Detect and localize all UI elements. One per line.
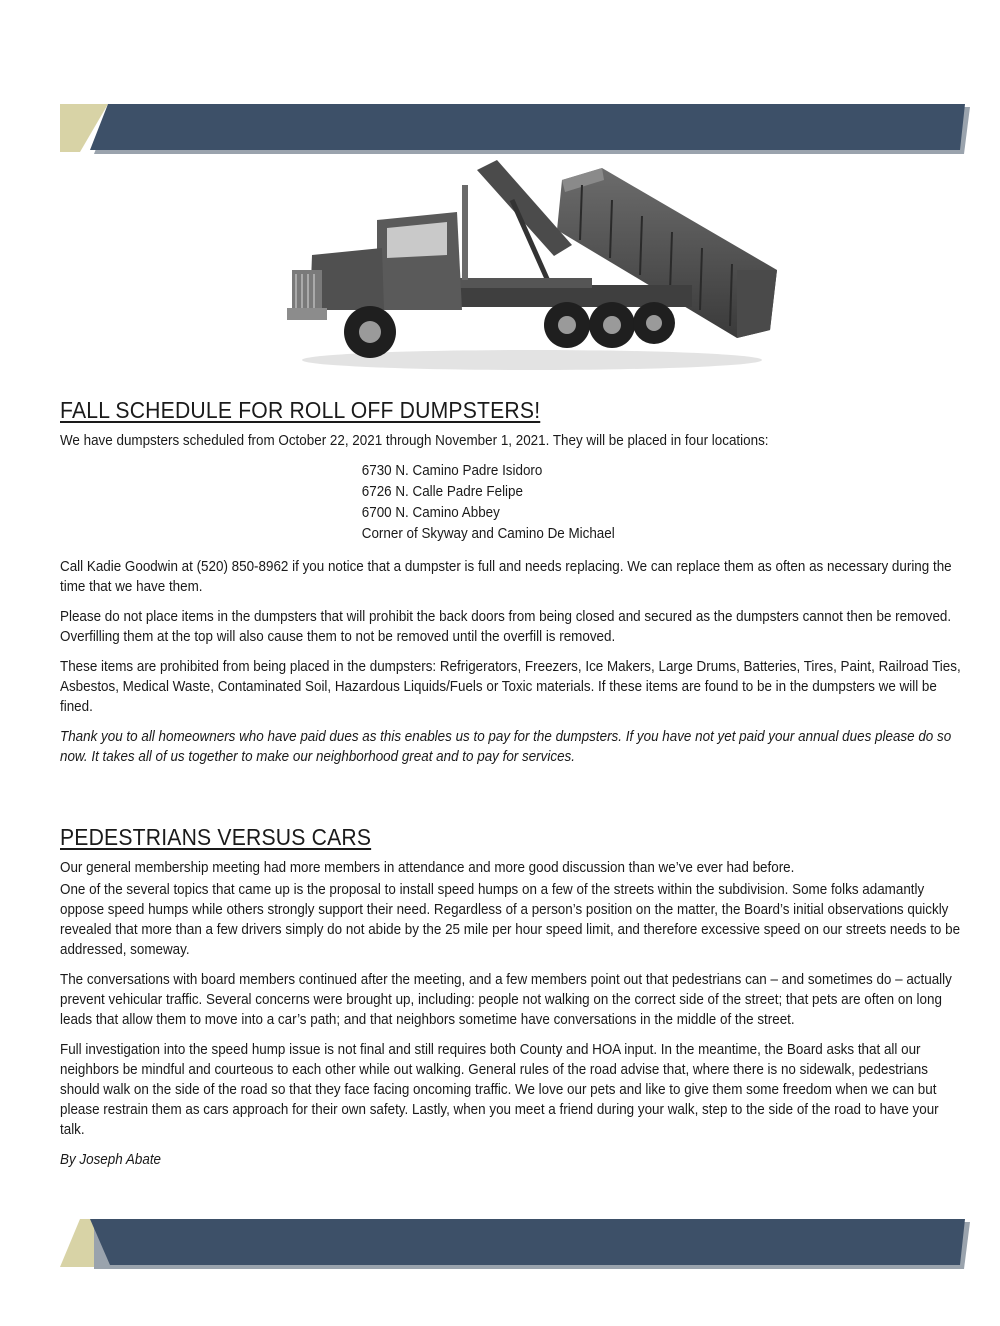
dumpster-locations-list bbox=[362, 461, 966, 545]
truck-wheels bbox=[344, 302, 675, 358]
dumpster-section bbox=[60, 395, 965, 777]
dumpster-placement-note: Please do not place items in the dumpsters that will prohibit the back doors from being closed and secured as the dumpsters cannot then be removed. Overfilling them at the top will also cause them to not be removed until the overfill is removed. bbox=[60, 609, 952, 645]
truck-cab bbox=[287, 185, 468, 320]
pedestrian-paragraph-4: Full investigation into the speed hump issue is not final and still requires both County and HOA input. In the meantime, the Board asks that all our neighbors be mindful and courteous to each other while out walking. General rules of the road advise that, where there is no sidewalk, pedestrians should walk on the side of the road so that they face facing oncoming traffic. We love our pets and like to give them some freedom when we can but please restrain them as cars approach for their own safety. Lastly, when you meet a friend during your walk, step to the side of the road to have your talk. bbox=[60, 1042, 939, 1138]
pedestrian-paragraph-2: One of the several topics that came up is the proposal to install speed humps on a few of the streets within the subdivision. Some folks adamantly oppose speed humps while others strongly support their need. Regardless of a person’s position on the matter, the Board’s initial observations quickly revealed that more than a few drivers simply do not abide by the 25 mile per hour speed limit, and therefore excessive speed on our streets needs to be addressed, someway. bbox=[60, 882, 961, 958]
dumpster-prohibited-items: These items are prohibited from being placed in the dumpsters: Refrigerators, Freezers, Ice Makers, Large Drums, Batteries, Tires, Paint, Railroad Ties, Asbestos, Medical Waste, Contaminated Soil, Hazardous Liquids/Fuels or Toxic materials. If these items are found to be in the dumpsters we will be fined. bbox=[60, 659, 961, 715]
banner-navy-bar bbox=[90, 104, 965, 150]
location-item: 6730 N. Camino Padre Isidoro bbox=[361, 463, 543, 479]
roll-off-truck-image bbox=[282, 160, 782, 375]
bottom-banner bbox=[60, 1219, 970, 1269]
top-banner bbox=[60, 104, 970, 154]
banner-navy-bar bbox=[90, 1219, 965, 1265]
pedestrian-section bbox=[60, 822, 965, 1180]
dumpster-contact: Call Kadie Goodwin at (520) 850-8962 if you notice that a dumpster is full and needs replacing. We can replace them as often as necessary during the time that we have them. bbox=[60, 559, 952, 595]
location-item: 6700 N. Camino Abbey bbox=[361, 505, 500, 521]
dumpster-intro: We have dumpsters scheduled from October 22, 2021 through November 1, 2021. They will be placed in four locations: bbox=[60, 433, 769, 449]
pedestrian-paragraph-1: Our general membership meeting had more members in attendance and more good discussion than we’ve ever had before. bbox=[60, 860, 795, 876]
dumpster-thanks: Thank you to all homeowners who have paid dues as this enables us to pay for the dumpsters. If you have not yet paid your annual dues please do so now. It takes all of us together to make our neighborhood great and to pay for services. bbox=[60, 729, 952, 765]
location-item: 6726 N. Calle Padre Felipe bbox=[361, 484, 523, 500]
pedestrian-section-title: PEDESTRIANS VERSUS CARS bbox=[60, 824, 372, 850]
location-item: Corner of Skyway and Camino De Michael bbox=[361, 526, 615, 542]
article-byline: By Joseph Abate bbox=[60, 1152, 162, 1168]
dumpster-section-title: FALL SCHEDULE FOR ROLL OFF DUMPSTERS! bbox=[60, 397, 541, 423]
hook-arm bbox=[477, 160, 572, 256]
pedestrian-paragraph-3: The conversations with board members continued after the meeting, and a few members point out that pedestrians can – and sometimes do – actually prevent vehicular traffic. Several concerns were brought up, including: people not walking on the correct side of the street; that pets are often on long leads that allow them to move into a car’s path; and that neighbors sometime have conversations in the middle of the street. bbox=[60, 972, 952, 1028]
